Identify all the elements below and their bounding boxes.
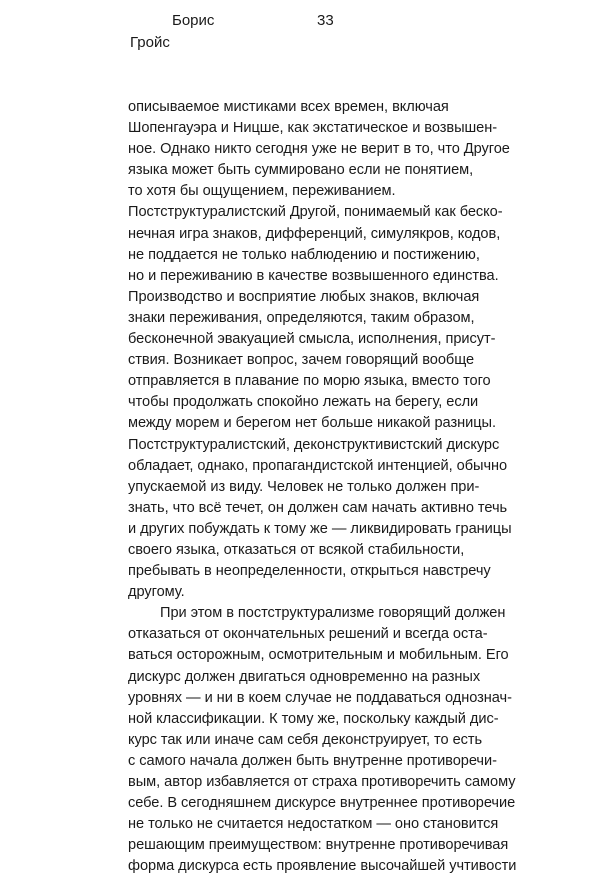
text-line: Производство и восприятие любых знаков, включая <box>128 288 480 305</box>
text-line: Шопенгауэра и Ницше, как экстатическое и возвышен- <box>128 120 498 137</box>
body-text <box>128 97 528 877</box>
text-line: ствия. Возникает вопрос, зачем говорящий вообще <box>128 352 475 369</box>
text-line: бесконечной эвакуацией смысла, исполнения, присут- <box>128 331 496 348</box>
text-line: форма дискурса есть проявление высочайшей учтивости <box>128 858 517 875</box>
text-line: и других побуждать к тому же — ликвидировать границы <box>128 520 512 537</box>
running-header <box>0 0 600 60</box>
text-line: Постструктуралистский Другой, понимаемый как беско- <box>128 204 503 221</box>
text-line: своего языка, отказаться от всякой стабильности, <box>128 541 465 558</box>
text-line: себе. В сегодняшнем дискурсе внутреннее противоречие <box>128 795 516 812</box>
text-line: обладает, однако, пропагандистской интенцией, обычно <box>128 457 508 474</box>
text-line: ваться осторожным, осмотрительным и мобильным. Его <box>128 647 509 664</box>
text-line: между морем и берегом нет больше никакой разницы. <box>128 415 496 432</box>
text-line: не поддается не только наблюдению и постижению, <box>128 246 480 263</box>
page-number: 33 <box>317 12 334 29</box>
text-line: нечная игра знаков, дифференций, симулякров, кодов, <box>128 225 501 242</box>
text-line: описываемое мистиками всех времен, включая <box>128 99 449 115</box>
text-line: вым, автор избавляется от страха противоречить самому <box>128 774 516 790</box>
text-line: то хотя бы ощущением, переживанием. <box>128 183 396 200</box>
text-line: упускаемой из виду. Человек не только должен при- <box>128 478 480 495</box>
text-line: ное. Однако никто сегодня уже не верит в то, что Другое <box>128 141 510 158</box>
text-line: знать, что всё течет, он должен сам начать активно течь <box>128 499 508 516</box>
text-line: но и переживанию в качестве возвышенного единства. <box>128 267 499 284</box>
author-last-name: Гройс <box>130 34 170 51</box>
text-line: пребывать в неопределенности, открыться навстречу <box>128 563 491 580</box>
text-line: чтобы продолжать спокойно лежать на берегу, если <box>128 394 479 411</box>
text-line: решающим преимуществом: внутренне противоречивая <box>128 837 509 854</box>
text-line: уровнях — и ни в коем случае не поддаваться однознач- <box>128 689 512 706</box>
text-line: отправляется в плавание по морю языка, вместо того <box>128 373 491 390</box>
text-line: языка может быть суммировано если не понятием, <box>128 162 474 179</box>
text-line: знаки переживания, определяются, таким образом, <box>128 309 475 326</box>
text-line: не только не считается недостатком — оно становится <box>128 816 499 833</box>
text-line: курс так или иначе сам себя деконструирует, то есть <box>128 731 483 748</box>
text-line: Постструктуралистский, деконструктивистский дискурс <box>128 436 500 453</box>
text-line: ной классификации. К тому же, поскольку каждый дис- <box>128 710 499 727</box>
author-first-name: Борис <box>172 12 215 29</box>
paragraph-first-line: При этом в постструктурализме говорящий должен <box>160 605 506 622</box>
text-line: с самого начала должен быть внутренне противоречи- <box>128 752 497 769</box>
text-line: дискурс должен двигаться одновременно на разных <box>128 668 481 685</box>
text-line: отказаться от окончательных решений и всегда оста- <box>128 626 488 643</box>
text-line: другому. <box>128 584 185 601</box>
